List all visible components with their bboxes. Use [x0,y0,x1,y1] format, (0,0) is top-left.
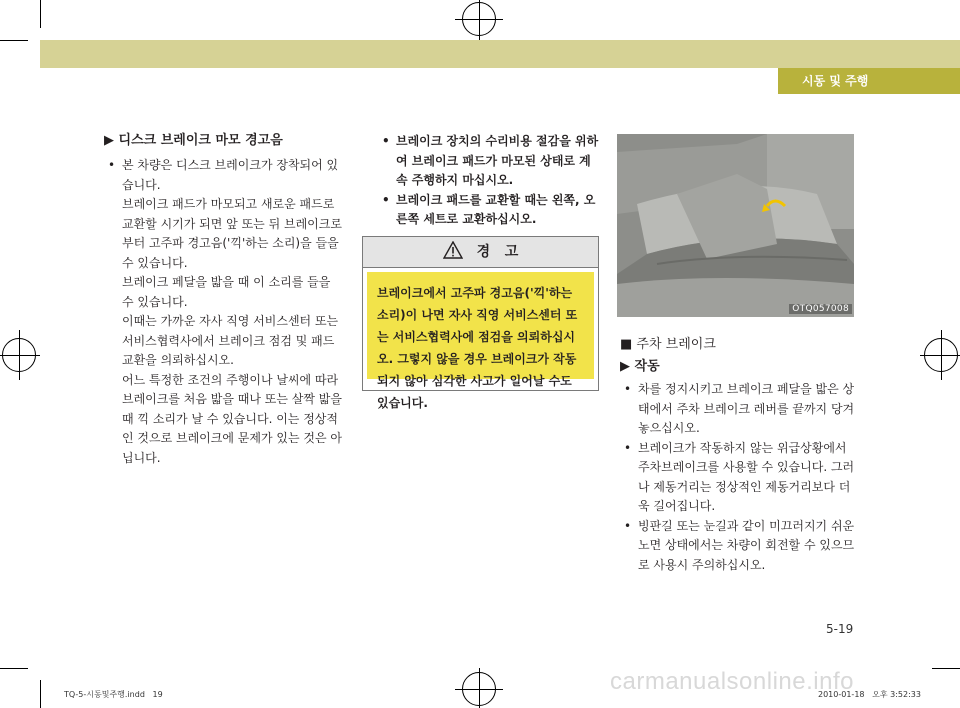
warning-triangle-icon [443,241,463,259]
paragraph: 브레이크 패드가 마모되고 새로운 패드로 교환할 시기가 되면 앞 또는 뒤 브레이크로부터 고주파 경고음('끽'하는 소리)을 들을 수 있습니다. [122,197,342,270]
right-column [620,336,860,575]
disc-brake-list [104,156,344,468]
warning-text: 브레이크에서 고주파 경고음('끽'하는 소리)이 나면 자사 직영 서비스센터 또는 서비스협력사에 점검을 의뢰하십시오. 그렇지 않을 경우 브레이크가 작동되지 않아 심각한 사고가 일어날 수도 있습니다. [367,272,594,379]
left-column [104,132,344,468]
disc-brake-heading: ▶ 디스크 브레이크 마모 경고음 [104,133,283,148]
watermark: carmanualsonline.info [610,668,854,695]
paragraph: • 본 차량은 디스크 브레이크가 장착되어 있습니다. [122,158,339,192]
crop-mark [0,40,28,41]
parking-brake-list [620,380,860,575]
list-item: • 브레이크가 작동하지 않는 위급상황에서 주차브레이크를 사용할 수 있습니다. 그러나 제동거리는 정상적인 제동거리보다 더욱 길어집니다. [620,439,860,517]
warning-box [362,236,599,410]
registration-crosshair [19,330,20,380]
list-item: • 빙판길 또는 눈길과 같이 미끄러지기 쉬운 노면 상태에서는 차량이 회전할 수 있으므로 사용시 주의하십시오. [620,517,860,576]
list-item [104,156,344,468]
disc-brake-body [104,156,344,468]
paragraph: 어느 특정한 조건의 주행이나 날씨에 따라 브레이크를 처음 밟을 때나 또는 살짝 밟을 때 끽 소리가 날 수 있습니다. 이는 정상적인 것으로 브레이크에 문제가 있는 것은 아닙니다. [122,372,342,465]
warning-title: 경 고 [476,244,519,260]
parking-brake-illustration [617,134,854,317]
print-timestamp: 2010-01-18 오후 3:52:33 [818,690,921,699]
paragraph: 브레이크 페달을 밟을 때 이 소리를 들을 수 있습니다. [122,275,331,309]
crop-mark [0,668,28,669]
registration-crosshair [920,355,960,356]
operation-subheading: ▶ 작동 [620,359,660,374]
parking-brake-heading: ■ 주차 브레이크 [620,337,716,352]
section-title: 시동 및 주행 [778,68,960,94]
file-info: TQ-5-시동및주행.indd 19 [64,690,163,699]
registration-crosshair [0,355,40,356]
photo-caption: OTQ057008 [789,304,852,314]
registration-crosshair [479,0,480,40]
paragraph: 이때는 가까운 자사 직영 서비스센터 또는 서비스협력사에서 브레이크 점검 및 패드 교환을 의뢰하십시오. [122,314,339,367]
middle-column [378,132,602,230]
crop-mark [932,668,960,669]
registration-crosshair [455,19,503,20]
registration-crosshair [455,689,503,690]
crop-mark [40,0,41,28]
page-number: 5-19 [826,622,854,636]
list-item: • 브레이크 장치의 수리비용 절감을 위하여 브레이크 패드가 마모된 상태로 계속 주행하지 마십시오. [378,132,602,191]
header-band [40,40,960,68]
warning-header [363,237,598,268]
parking-brake-photo [617,134,854,317]
registration-crosshair [479,668,480,708]
brake-pad-list [378,132,602,230]
list-item: • 차를 정지시키고 브레이크 페달을 밟은 상태에서 주차 브레이크 레버를 끝까지 당겨 놓으십시오. [620,380,860,439]
crop-mark [40,680,41,708]
list-item: • 브레이크 패드를 교환할 때는 왼쪽, 오른쪽 세트로 교환하십시오. [378,191,602,230]
registration-crosshair [941,330,942,380]
